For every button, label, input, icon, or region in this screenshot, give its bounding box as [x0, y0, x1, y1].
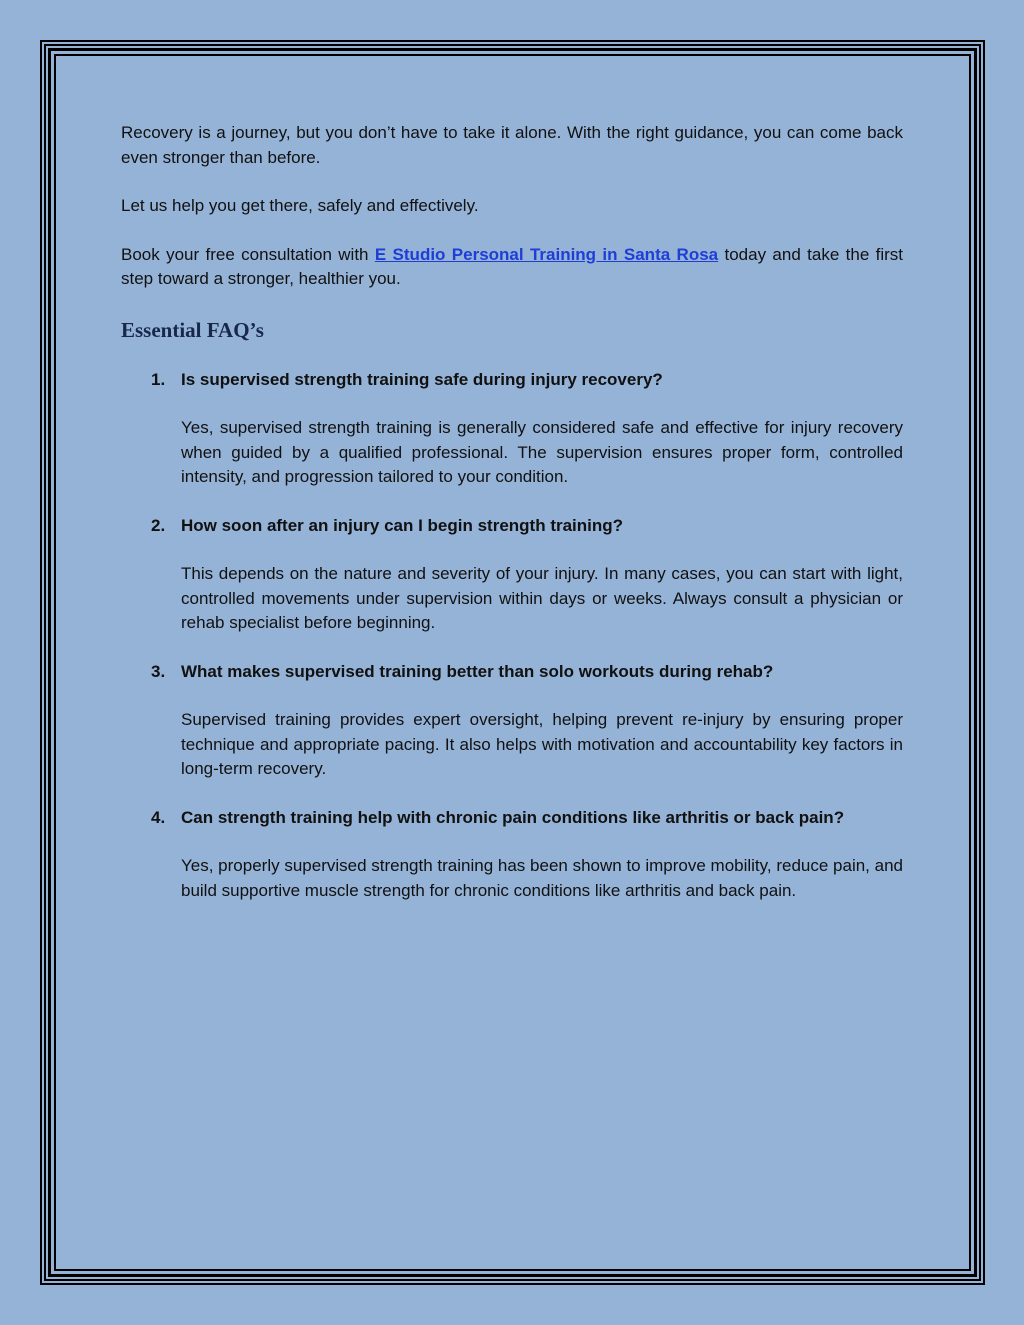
consultation-text-before: Book your free consultation with [121, 244, 375, 264]
faq-item [121, 660, 903, 782]
faq-question: Is supervised strength training safe during injury recovery? [181, 369, 663, 389]
faq-answer: Yes, properly supervised strength training has been shown to improve mobility, reduce pain, and build supportive muscle strength for chronic conditions like arthritis and back pain. [181, 856, 903, 900]
intro-paragraph-2: Let us help you get there, safely and effectively. [121, 196, 479, 215]
faq-list [121, 368, 903, 904]
faq-answer: Supervised training provides expert oversight, helping prevent re-injury by ensuring proper technique and appropriate pacing. It also helps with motivation and accountability key factors in long-term recovery. [181, 710, 903, 778]
intro-paragraph-1: Recovery is a journey, but you don’t have to take it alone. With the right guidance, you can come back even stronger than before. [121, 123, 903, 167]
faq-item [121, 806, 903, 904]
intro-paragraph-3 [121, 243, 903, 292]
faq-item [121, 514, 903, 636]
faq-question: Can strength training help with chronic pain conditions like arthritis or back pain? [181, 807, 845, 827]
faq-heading: Essential FAQ’s [121, 317, 264, 342]
faq-item [121, 368, 903, 490]
faq-number: 2. [151, 515, 166, 535]
faq-question: What makes supervised training better than solo workouts during rehab? [181, 661, 774, 681]
e-studio-link[interactable]: E Studio Personal Training in Santa Rosa [374, 244, 719, 264]
consultation-text-after: today and take the first step toward a stronger, healthier you. [121, 244, 904, 288]
document-content [121, 121, 903, 927]
faq-number: 1. [151, 369, 166, 389]
faq-number: 3. [151, 661, 166, 681]
faq-answer: This depends on the nature and severity of your injury. In many cases, you can start with light, controlled movements under supervision within days or weeks. Always consult a physician or rehab specialist before beginning. [181, 564, 903, 632]
faq-question: How soon after an injury can I begin strength training? [181, 515, 624, 535]
faq-answer: Yes, supervised strength training is generally considered safe and effective for injury recovery when guided by a qualified professional. The supervision ensures proper form, controlled intensity, and progression tailored to your condition. [181, 418, 903, 486]
faq-number: 4. [151, 807, 166, 827]
